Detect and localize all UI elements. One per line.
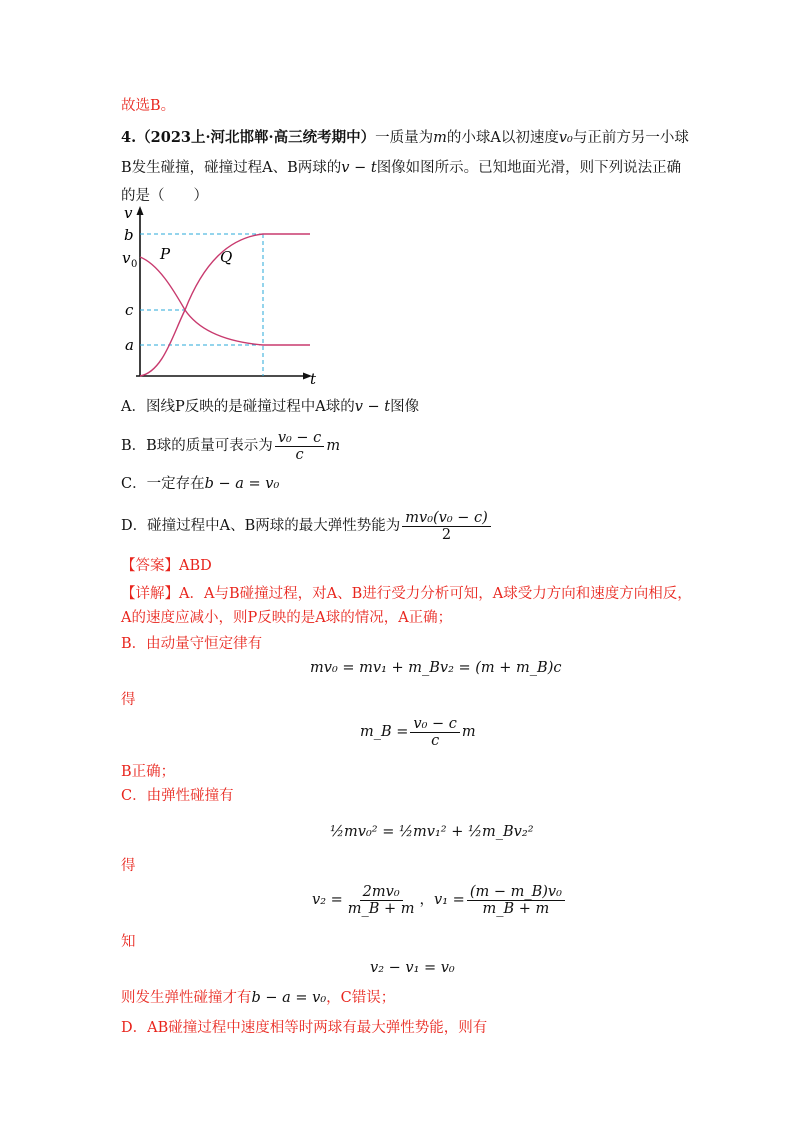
label-c: c	[125, 301, 134, 319]
label-a: a	[125, 336, 134, 354]
answer-line	[121, 556, 212, 576]
option-d	[121, 508, 493, 544]
option-b-fraction	[275, 430, 325, 463]
option-d-fraction	[402, 510, 491, 543]
question-text: 图像如图所示。已知地面光滑，则下列说法正确	[376, 160, 682, 176]
frac-denominator: c	[295, 446, 304, 463]
option-text: B．B球的质量可表示为	[121, 438, 273, 454]
frac-denominator: c	[431, 732, 440, 749]
var-vt: v − t	[341, 160, 377, 176]
intro-line	[121, 96, 175, 116]
option-a	[121, 397, 419, 417]
question-line-1	[121, 128, 689, 148]
curve-p	[140, 257, 310, 345]
detail-line-1	[121, 584, 692, 604]
var-vt: v − t	[354, 399, 391, 415]
label-P: P	[160, 245, 171, 263]
frac-denominator: m_B + m	[482, 900, 550, 917]
frac-numerator: (m − m_B)v₀	[467, 884, 565, 901]
b-correct	[121, 762, 175, 782]
zhi-line	[121, 932, 136, 952]
question-text: 与正前方另一小球	[572, 130, 689, 146]
b-intro	[121, 634, 262, 654]
var-v0: v₀	[558, 130, 573, 146]
frac-denominator: m_B + m	[347, 900, 415, 917]
label-Q: Q	[220, 248, 233, 266]
detail-text: C．由弹性碰撞有	[121, 788, 234, 804]
answer-label: 【答案】ABD	[121, 558, 212, 574]
question-number: 4.	[121, 129, 137, 146]
frac-numerator: mv₀(v₀ − c)	[402, 510, 491, 527]
question-source: （2023上·河北邯郸·高三统考期中）	[136, 129, 376, 146]
detail-text: 得	[121, 858, 136, 874]
detail-text: B．由动量守恒定律有	[121, 636, 263, 652]
detail-label: 【详解】	[121, 586, 179, 602]
question-text: 的是（ ）	[121, 188, 208, 204]
question-line-3	[121, 186, 208, 206]
equation-5	[370, 958, 455, 978]
vt-graph-svg	[118, 204, 323, 387]
question-text: 的小球A以初速度	[446, 130, 559, 146]
label-v0-sub: 0	[131, 259, 138, 270]
equation-4b-fraction	[467, 884, 565, 917]
detail-text: ，C错误；	[326, 990, 396, 1006]
vt-graph	[118, 204, 323, 387]
equation-separator: ，	[419, 892, 435, 908]
option-b	[121, 428, 340, 464]
label-b: b	[124, 226, 134, 244]
equation-4	[312, 882, 567, 918]
option-c-equation: b − a = v₀	[204, 476, 280, 492]
equation-4a-fraction	[345, 884, 418, 917]
option-c	[121, 474, 279, 494]
question-line-2	[121, 158, 681, 178]
option-text: D．碰撞过程中A、B两球的最大弹性势能为	[121, 518, 401, 534]
d-intro	[121, 1018, 487, 1038]
detail-text: D．AB碰撞过程中速度相等时两球有最大弹性势能，则有	[121, 1020, 488, 1036]
equation-2	[360, 714, 476, 750]
detail-text: A的速度应减小，则P反映的是A球的情况，A正确；	[121, 610, 453, 626]
option-text: 图像	[390, 399, 420, 415]
equation-3	[330, 822, 534, 842]
question-text: B发生碰撞，碰撞过程A、B两球的	[121, 160, 342, 176]
equation-text: v₂ =	[312, 892, 343, 908]
frac-numerator: v₀ − c	[410, 716, 460, 733]
equation-2-fraction	[410, 716, 460, 749]
equation-1	[310, 658, 561, 678]
frac-numerator: 2mv₀	[360, 884, 403, 901]
detail-line-2	[121, 608, 452, 628]
equation-text: b − a = v₀	[251, 990, 327, 1006]
equation-text: m_B =	[360, 724, 409, 740]
question-text: 一质量为	[375, 130, 434, 146]
label-v0: v	[122, 249, 131, 267]
var-m: m	[326, 438, 341, 454]
c-end	[121, 988, 395, 1008]
label-v: v	[124, 204, 133, 222]
frac-numerator: v₀ − c	[275, 430, 325, 447]
intro-text: 故选B。	[121, 98, 176, 114]
label-t: t	[310, 370, 317, 387]
detail-text: B正确；	[121, 764, 176, 780]
equation-text: v₁ =	[434, 892, 465, 908]
frac-denominator: 2	[441, 526, 452, 543]
detail-text: 则发生弹性碰撞才有	[121, 990, 252, 1006]
equation-text: mv₀ = mv₁ + m_Bv₂ = (m + m_B)c	[310, 660, 562, 676]
de-2	[121, 856, 136, 876]
equation-text: m	[461, 724, 476, 740]
de-1	[121, 690, 136, 710]
y-axis-arrow	[137, 206, 144, 215]
detail-text: 得	[121, 692, 136, 708]
option-text: C．一定存在	[121, 476, 205, 492]
detail-text: A．A与B碰撞过程，对A、B进行受力分析可知，A球受力方向和速度方向相反，	[179, 586, 692, 602]
option-text: A．图线P反映的是碰撞过程中A球的	[121, 399, 355, 415]
c-intro	[121, 786, 234, 806]
equation-text: v₂ − v₁ = v₀	[370, 960, 455, 976]
equation-text: ½mv₀² = ½mv₁² + ½m_Bv₂²	[330, 824, 534, 840]
detail-text: 知	[121, 934, 136, 950]
var-m: m	[433, 130, 447, 146]
